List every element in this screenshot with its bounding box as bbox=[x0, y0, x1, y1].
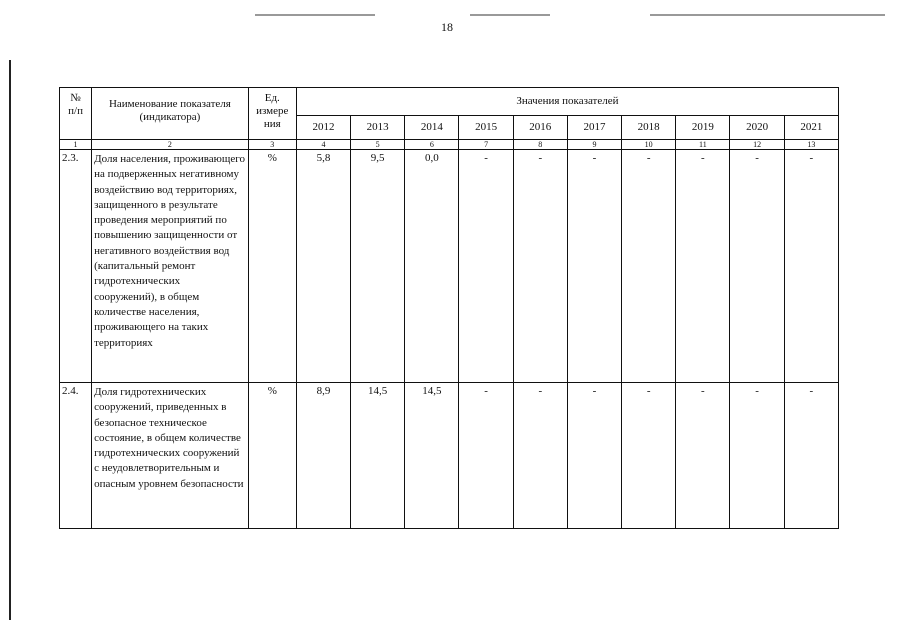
header-row bbox=[60, 88, 839, 116]
value-cell: - bbox=[622, 383, 676, 529]
value-cell: - bbox=[730, 383, 784, 529]
header-unit: Ед. измере ния bbox=[248, 88, 296, 140]
year-header: 2021 bbox=[784, 116, 838, 140]
unit-cell: % bbox=[248, 383, 296, 529]
value-cell: 5,8 bbox=[296, 150, 350, 383]
year-header: 2016 bbox=[513, 116, 567, 140]
indicator-name: Доля населения, проживающего на подверженных негативному воздействию вод территориях, защищенного в результате проведения мероприятий по повышению защищенности от негативного воздействия вод (капитальный ремонт гидротехнических сооружений), в общем количестве населения, проживающего на таких территориях bbox=[92, 150, 249, 383]
table-row bbox=[60, 383, 839, 529]
unit-cell: % bbox=[248, 150, 296, 383]
column-number: 13 bbox=[784, 140, 838, 150]
year-header: 2013 bbox=[351, 116, 405, 140]
row-number: 2.3. bbox=[60, 150, 92, 383]
table-row bbox=[60, 150, 839, 383]
value-cell: - bbox=[459, 383, 513, 529]
value-cell: 8,9 bbox=[296, 383, 350, 529]
year-header: 2020 bbox=[730, 116, 784, 140]
value-cell: - bbox=[567, 383, 621, 529]
column-number: 11 bbox=[676, 140, 730, 150]
column-number: 6 bbox=[405, 140, 459, 150]
column-number: 1 bbox=[60, 140, 92, 150]
value-cell: 9,5 bbox=[351, 150, 405, 383]
value-cell: - bbox=[730, 150, 784, 383]
value-cell: - bbox=[513, 150, 567, 383]
column-number: 4 bbox=[296, 140, 350, 150]
year-header: 2019 bbox=[676, 116, 730, 140]
value-cell: - bbox=[513, 383, 567, 529]
header-number: № п/п bbox=[60, 88, 92, 140]
value-cell: 0,0 bbox=[405, 150, 459, 383]
year-header: 2015 bbox=[459, 116, 513, 140]
year-header: 2012 bbox=[296, 116, 350, 140]
column-number: 10 bbox=[622, 140, 676, 150]
value-cell: 14,5 bbox=[405, 383, 459, 529]
header-values: Значения показателей bbox=[296, 88, 838, 116]
year-header: 2017 bbox=[567, 116, 621, 140]
column-number: 3 bbox=[248, 140, 296, 150]
year-header: 2014 bbox=[405, 116, 459, 140]
column-number: 7 bbox=[459, 140, 513, 150]
value-cell: - bbox=[567, 150, 621, 383]
value-cell: - bbox=[459, 150, 513, 383]
value-cell: - bbox=[784, 150, 838, 383]
page-number: 18 bbox=[441, 20, 453, 34]
year-header: 2018 bbox=[622, 116, 676, 140]
value-cell: - bbox=[622, 150, 676, 383]
value-cell: 14,5 bbox=[351, 383, 405, 529]
scan-noise-mark bbox=[650, 14, 885, 16]
scan-left-edge bbox=[9, 60, 11, 620]
value-cell: - bbox=[676, 383, 730, 529]
column-number: 9 bbox=[567, 140, 621, 150]
value-cell: - bbox=[784, 383, 838, 529]
column-number: 12 bbox=[730, 140, 784, 150]
scan-noise-mark bbox=[255, 14, 375, 16]
header-name: Наименование показателя (индикатора) bbox=[92, 88, 249, 140]
column-number-row bbox=[60, 140, 839, 150]
column-number: 8 bbox=[513, 140, 567, 150]
scan-noise-mark bbox=[470, 14, 550, 16]
value-cell: - bbox=[676, 150, 730, 383]
column-number: 2 bbox=[92, 140, 249, 150]
column-number: 5 bbox=[351, 140, 405, 150]
indicator-name: Доля гидротехнических сооружений, приведенных в безопасное техническое состояние, в общем количестве гидротехнических сооружений с неудовлетворительным и опасным уровнем безопасности bbox=[92, 383, 249, 529]
row-number: 2.4. bbox=[60, 383, 92, 529]
indicator-table bbox=[59, 87, 839, 529]
